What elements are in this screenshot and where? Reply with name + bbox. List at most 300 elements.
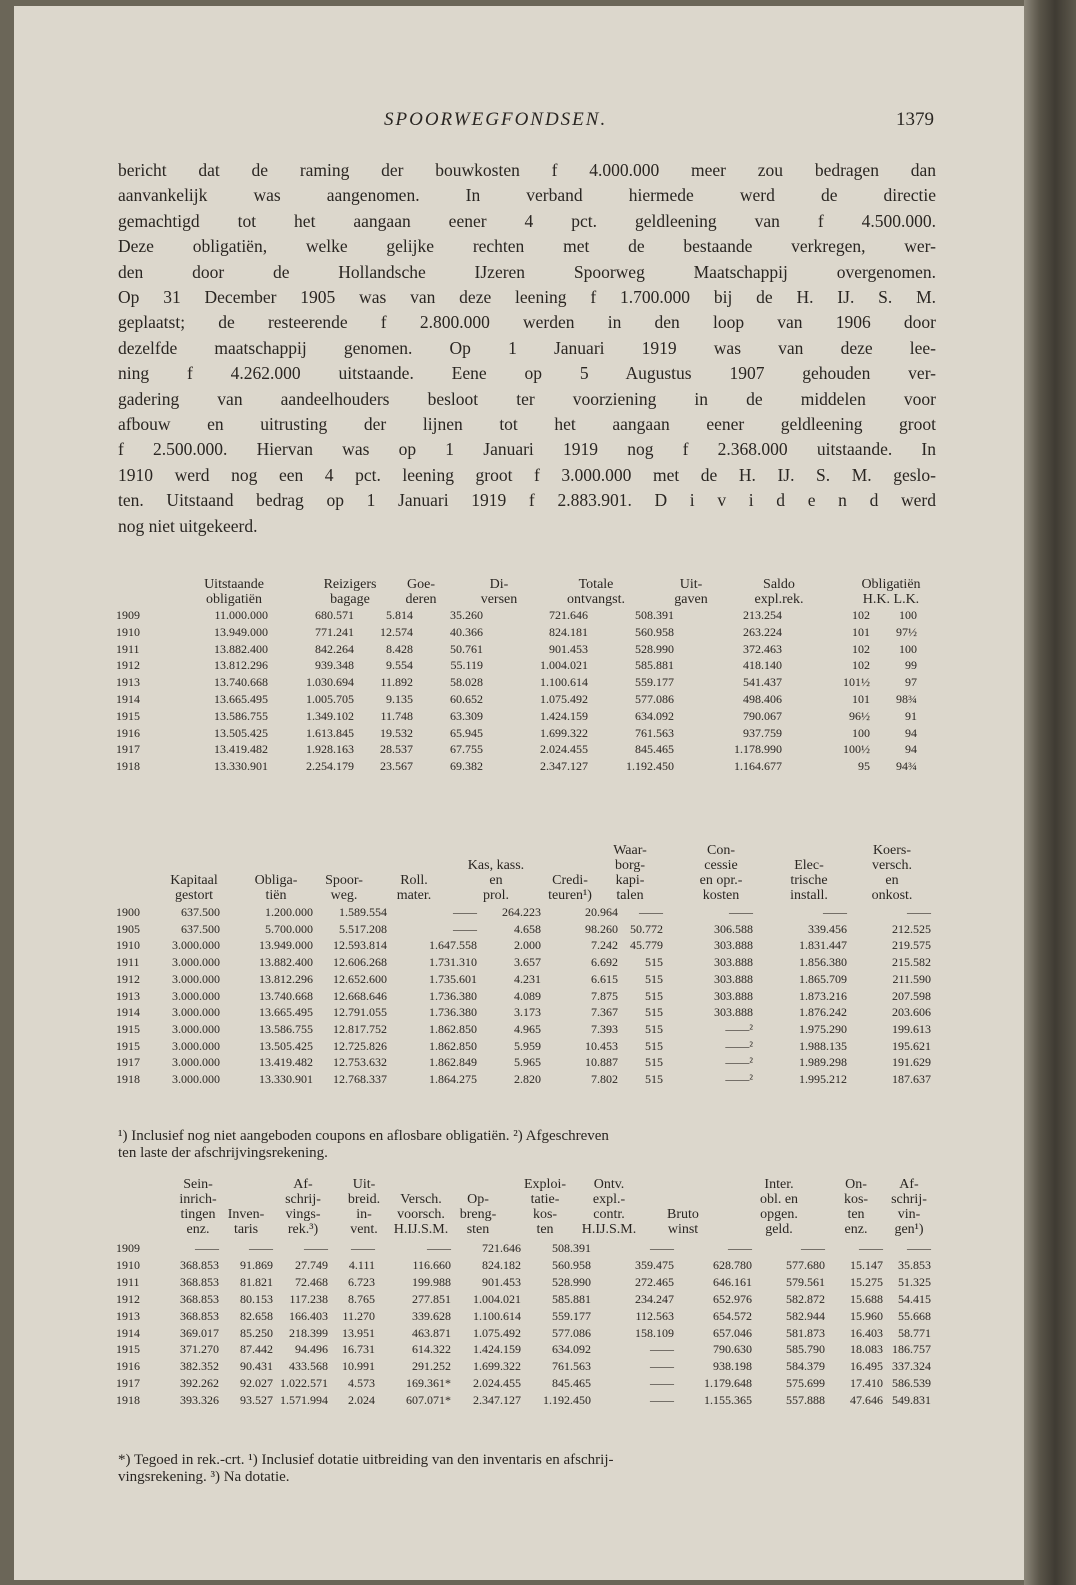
table-cell: 1.179.648 [704, 1376, 752, 1391]
table-cell: 557.888 [786, 1393, 825, 1408]
table-cell: 585.881 [552, 1291, 591, 1306]
table-cell: 3.000.000 [172, 1038, 220, 1053]
table-cell: 1.004.021 [540, 658, 588, 673]
table-cell: ——² [725, 1021, 753, 1036]
table-cell: 15.688 [850, 1291, 883, 1306]
table-cell: —— [650, 1376, 674, 1391]
table-cell: 96½ [849, 708, 870, 723]
table-cell: 55.668 [898, 1308, 931, 1323]
table-cell: 2.254.179 [306, 759, 354, 774]
body-line: geplaatst; de resteerende f 2.800.000 werden in den loop van 1906 door [118, 312, 936, 333]
table-cell: 3.000.000 [172, 971, 220, 986]
table-cell: 368.853 [180, 1257, 219, 1272]
column-header: Exploi- tatie- kos- ten [524, 1177, 566, 1237]
table-cell: 67.755 [450, 742, 483, 757]
table-cell: 369.017 [180, 1325, 219, 1340]
table-cell: 1.178.990 [734, 742, 782, 757]
table-cell: 9.135 [386, 692, 413, 706]
body-line: Deze obligatiën, welke gelijke rechten met de bestaande verkregen, wer- [118, 236, 936, 257]
table-cell: 5.959 [514, 1038, 541, 1053]
table-cell: 11.748 [380, 708, 413, 723]
table-cell: 5.814 [386, 608, 413, 622]
table-cell: 13.949.000 [259, 938, 313, 953]
row-year: 1914 [116, 692, 140, 706]
table-cell: 1.589.554 [339, 905, 387, 919]
table-cell: 2.347.127 [540, 759, 588, 774]
table-cell: 1.647.558 [429, 938, 477, 953]
body-line: f 2.500.000. Hiervan was op 1 Januari 1919 nog f 2.368.000 uitstaande. In [118, 439, 936, 460]
table-cell: 101 [852, 624, 870, 639]
row-year: 1910 [116, 1257, 140, 1272]
table-cell: 646.161 [713, 1274, 752, 1289]
table-cell: 13.949.000 [214, 624, 268, 639]
table-cell: —— [728, 1241, 752, 1255]
table-cell: 95 [858, 759, 870, 774]
table-cell: 116.660 [412, 1257, 451, 1272]
table-cell: 169.361* [406, 1376, 451, 1391]
page-header [114, 109, 934, 139]
table-cell: 12.668.646 [333, 988, 387, 1003]
table-cell: 901.453 [482, 1274, 521, 1289]
table-cell: 272.465 [635, 1274, 674, 1289]
table-cell: 91 [905, 708, 917, 723]
column-header: Waar- borg- kapi- talen [613, 843, 647, 903]
table-cell: 463.871 [412, 1325, 451, 1340]
table-cell: ——² [725, 1055, 753, 1070]
table-cell: 303.888 [714, 971, 753, 986]
body-line: aanvankelijk was aangenomen. In verband hiermede werd de directie [118, 185, 936, 206]
table-cell: 16.731 [342, 1342, 375, 1357]
column-header: Ontv. expl.- contr. H.IJ.S.M. [581, 1177, 637, 1237]
table-cell: 199.613 [892, 1021, 931, 1036]
table-cell: 1.192.450 [543, 1393, 591, 1408]
table-cell: 10.887 [585, 1055, 618, 1070]
table-cell: 58.028 [450, 675, 483, 690]
table-cell: 541.437 [743, 675, 782, 690]
table-cell: 17.410 [850, 1376, 883, 1391]
table-cell: —— [427, 1241, 451, 1255]
table-cell: 680.571 [315, 608, 354, 622]
table-cell: 6.692 [591, 955, 618, 970]
table-cell: 3.000.000 [172, 1055, 220, 1070]
body-line: afbouw en uitrusting der lijnen tot het aangaan eener geldleening groot [118, 414, 936, 435]
table-cell: 15.275 [850, 1274, 883, 1289]
table-cell: 559.177 [552, 1308, 591, 1323]
table-cell: 1.613.845 [306, 725, 354, 740]
table-cell: 1.975.290 [799, 1021, 847, 1036]
row-year: 1915 [116, 1021, 140, 1036]
column-header: Op- breng- sten [459, 1192, 497, 1237]
table-cell: 234.247 [635, 1291, 674, 1306]
table-cell: 614.322 [412, 1342, 451, 1357]
column-header: Obliga- tiën [254, 873, 298, 903]
table-cell: 50.772 [630, 921, 663, 936]
table-cell: 58.771 [898, 1325, 931, 1340]
table-cell: 371.270 [180, 1342, 219, 1357]
footnote-table2-line1: ¹) Inclusief nog niet aangeboden coupons en aflosbare obligatiën. ²) Afgeschreven [118, 1128, 609, 1144]
table-cell: 277.851 [412, 1291, 451, 1306]
body-paragraph [118, 158, 936, 539]
table-cell: 577.086 [635, 692, 674, 706]
column-header: Elec- trische install. [790, 858, 828, 903]
table-cell: 166.403 [289, 1308, 328, 1323]
column-header: Totale ontvangst. [567, 577, 625, 607]
column-header: Bruto winst [667, 1207, 699, 1237]
table-cell: 303.888 [714, 938, 753, 953]
table-cell: —— [729, 905, 753, 919]
table-cell: 368.853 [180, 1308, 219, 1323]
table-cell: 842.264 [315, 641, 354, 656]
table-cell: 97 [905, 675, 917, 690]
table-cell: 1.699.322 [540, 725, 588, 740]
table-cell: 12.652.600 [333, 971, 387, 986]
table-cell: 637.500 [181, 921, 220, 936]
table-cell: 100½ [843, 742, 870, 757]
column-header: Uit- gaven [674, 577, 708, 607]
table-cell: 5.517.208 [339, 921, 387, 936]
table-cell: 1.862.850 [429, 1038, 477, 1053]
table-cell: 654.572 [713, 1308, 752, 1323]
table-cell: 721.646 [482, 1241, 521, 1255]
row-year: 1915 [116, 708, 140, 723]
row-year: 1910 [116, 624, 140, 639]
row-year: 1914 [116, 1005, 140, 1020]
table-cell: 392.262 [180, 1376, 219, 1391]
table-cell: 8.765 [348, 1291, 375, 1306]
column-header: Spoor- weg. [325, 873, 363, 903]
table-cell: 1.736.380 [429, 1005, 477, 1020]
table-cell: —— [801, 1241, 825, 1255]
table-cell: 584.379 [786, 1359, 825, 1374]
body-line: ning f 4.262.000 uitstaande. Eene op 5 Augustus 1907 gehouden ver- [118, 363, 936, 384]
table-cell: 16.403 [850, 1325, 883, 1340]
table-cell: 586.539 [892, 1376, 931, 1391]
row-year: 1913 [116, 988, 140, 1003]
table-cell: 94 [905, 742, 917, 757]
table-cell: 60.652 [450, 692, 483, 706]
table-cell: 577.086 [552, 1325, 591, 1340]
table-cell: 433.568 [289, 1359, 328, 1374]
row-year: 1917 [116, 742, 140, 757]
column-header: Reizigers bagage [323, 577, 377, 607]
column-header: Di- versen [480, 577, 518, 607]
table-cell: 13.419.482 [259, 1055, 313, 1070]
table-cell: 1.022.571 [280, 1376, 328, 1391]
table-cell: —— [650, 1342, 674, 1357]
table-cell: 11.892 [380, 675, 413, 690]
table-cell: 2.000 [514, 938, 541, 953]
table-cell: 191.629 [892, 1055, 931, 1070]
table-cell: 5.700.000 [265, 921, 313, 936]
table-cell: 1.856.380 [799, 955, 847, 970]
table-cell: 901.453 [549, 641, 588, 656]
row-year: 1913 [116, 675, 140, 690]
table-cell: 219.575 [892, 938, 931, 953]
table-cell: 13.665.495 [259, 1005, 313, 1020]
table-cell: 8.428 [386, 641, 413, 656]
table-cell: 4.089 [514, 988, 541, 1003]
table-cell: 13.665.495 [214, 692, 268, 706]
table-cell: 393.326 [180, 1393, 219, 1408]
table-cell: 13.330.901 [259, 1072, 313, 1086]
table-cell: 1.100.614 [473, 1308, 521, 1323]
table-cell: 82.658 [240, 1308, 273, 1323]
table-cell: 94¾ [896, 759, 917, 774]
table-cell: 15.960 [850, 1308, 883, 1323]
table-cell: 515 [645, 1038, 663, 1053]
footnote-table3-line2: vingsrekening. ³) Na dotatie. [118, 1469, 290, 1485]
table-cell: 4.231 [514, 971, 541, 986]
table-cell: 3.000.000 [172, 938, 220, 953]
table-cell: 845.465 [552, 1376, 591, 1391]
table-cell: 94 [905, 725, 917, 740]
table-cell: —— [304, 1241, 328, 1255]
table-cell: —— [195, 1241, 219, 1255]
table-cell: 23.567 [380, 759, 413, 774]
table-cell: 1.862.849 [429, 1055, 477, 1070]
footnote-table3-line1: *) Tegoed in rek.-crt. ¹) Inclusief dotatie uitbreiding van den inventaris en afschrij- [118, 1452, 614, 1468]
table-cell: ——² [725, 1038, 753, 1053]
table-cell: 721.646 [549, 608, 588, 622]
table-cell: 1.699.322 [473, 1359, 521, 1374]
table-cell: 51.325 [898, 1274, 931, 1289]
table-cell: 55.119 [450, 658, 483, 673]
table-cell: 1.864.275 [429, 1072, 477, 1086]
table-cell: 1.988.135 [799, 1038, 847, 1053]
table-cell: 13.812.296 [259, 971, 313, 986]
row-year: 1905 [116, 921, 140, 936]
row-year: 1909 [116, 1241, 140, 1255]
table-cell: 263.224 [743, 624, 782, 639]
table-cell: 203.606 [892, 1005, 931, 1020]
column-header: Con- cessie en opr.- kosten [699, 843, 743, 903]
table-cell: 72.468 [295, 1274, 328, 1289]
body-line: gemachtigd tot het aangaan eener 4 pct. geldleening van f 4.500.000. [118, 210, 936, 231]
table-cell: 1.424.159 [473, 1342, 521, 1357]
table-cell: 2.347.127 [473, 1393, 521, 1408]
table-cell: 195.621 [892, 1038, 931, 1053]
table-cell: 4.111 [348, 1257, 375, 1272]
table-cell: 102 [852, 658, 870, 673]
table-cell: 187.637 [892, 1072, 931, 1086]
table-cell: 515 [645, 988, 663, 1003]
table-cell: 7.367 [591, 1005, 618, 1020]
table-cell: 771.241 [315, 624, 354, 639]
table-cell: 85.250 [240, 1325, 273, 1340]
table-cell: 372.463 [743, 641, 782, 656]
table-cell: 12.606.268 [333, 955, 387, 970]
table-cell: 97½ [896, 624, 917, 639]
table-cell: 498.406 [743, 692, 782, 706]
table-cell: 1.192.450 [626, 759, 674, 774]
column-header: On- kos- ten enz. [843, 1177, 869, 1237]
table-cell: 101½ [843, 675, 870, 690]
table-cell: 35.260 [450, 608, 483, 622]
table-cell: 28.537 [380, 742, 413, 757]
table-cell: 47.646 [850, 1393, 883, 1408]
table-cell: 560.958 [635, 624, 674, 639]
table-cell: 13.419.482 [214, 742, 268, 757]
table-cell: 3.173 [514, 1005, 541, 1020]
table-cell: 508.391 [552, 1241, 591, 1255]
body-line: 1910 werd nog een 4 pct. leening groot f 3.000.000 met de H. IJ. S. M. geslo- [118, 464, 936, 485]
row-year: 1911 [116, 641, 140, 656]
body-line: Op 31 December 1905 was van deze leening f 1.700.000 bij de H. IJ. S. M. [118, 287, 936, 308]
table-cell: 3.000.000 [172, 1021, 220, 1036]
table-cell: 35.853 [898, 1257, 931, 1272]
body-line: gadering van aandeelhouders besloot ter voorziening in de middelen voor [118, 388, 936, 409]
table-cell: 585.790 [786, 1342, 825, 1357]
table-cell: 212.525 [892, 921, 931, 936]
column-header: Sein- inrich- tingen enz. [179, 1177, 217, 1237]
table-cell: 508.391 [635, 608, 674, 622]
table-cell: 213.254 [743, 608, 782, 622]
row-year: 1909 [116, 608, 140, 622]
table-cell: 824.182 [482, 1257, 521, 1272]
table-cell: 2.820 [514, 1072, 541, 1086]
table-cell: —— [650, 1393, 674, 1408]
table-cell: 3.657 [514, 955, 541, 970]
column-header: Roll. mater. [396, 873, 432, 903]
table-cell: 515 [645, 1072, 663, 1086]
table-cell: 939.348 [315, 658, 354, 673]
table-cell: 1.735.601 [429, 971, 477, 986]
table-cell: 559.177 [635, 675, 674, 690]
table-cell: 339.456 [808, 921, 847, 936]
table-cell: 937.759 [743, 725, 782, 740]
table-cell: 634.092 [635, 708, 674, 723]
table-cell: 515 [645, 1021, 663, 1036]
table-cell: ——² [725, 1072, 753, 1086]
table-cell: 7.875 [591, 988, 618, 1003]
row-year: 1918 [116, 1072, 140, 1086]
column-header: Koers- versch. en onkost. [871, 843, 913, 903]
table-cell: 790.630 [713, 1342, 752, 1357]
table-cell: 938.198 [713, 1359, 752, 1374]
table-cell: 81.821 [240, 1274, 273, 1289]
table-cell: 761.563 [635, 725, 674, 740]
table-cell: 291.252 [412, 1359, 451, 1374]
table-cell: 13.505.425 [214, 725, 268, 740]
table-cell: 12.725.826 [333, 1038, 387, 1053]
table-cell: 528.990 [552, 1274, 591, 1289]
body-line: dezelfde maatschappij genomen. Op 1 Januari 1919 was van deze lee- [118, 337, 936, 358]
column-header: Saldo expl.rek. [754, 577, 804, 607]
table-cell: 102 [852, 608, 870, 622]
table-cell: 264.223 [502, 905, 541, 919]
table-cell: 359.475 [635, 1257, 674, 1272]
column-header: Inven- taris [227, 1207, 265, 1237]
page-number: 1379 [896, 109, 934, 130]
table-cell: 94.496 [295, 1342, 328, 1357]
table-cell: 515 [645, 971, 663, 986]
table-cell: 16.495 [850, 1359, 883, 1374]
row-year: 1900 [116, 905, 140, 919]
table-cell: 1.989.298 [799, 1055, 847, 1070]
table-cell: 13.740.668 [259, 988, 313, 1003]
table-cell: 1.164.677 [734, 759, 782, 774]
column-header: Versch. voorsch. H.IJ.S.M. [393, 1192, 449, 1237]
table-cell: 1.424.159 [540, 708, 588, 723]
column-header: Af- schrij- vin- gen¹) [891, 1177, 927, 1237]
table-cell: 1.928.163 [306, 742, 354, 757]
table-cell: 54.415 [898, 1291, 931, 1306]
column-header: Uitstaande obligatiën [204, 577, 264, 607]
table-cell: 11.000.000 [214, 608, 268, 622]
column-header: Af- schrij- vings- rek.³) [285, 1177, 321, 1237]
running-title: SPOORWEGFONDSEN. [384, 109, 608, 130]
table-cell: 1.995.212 [799, 1072, 847, 1086]
row-year: 1910 [116, 938, 140, 953]
table-cell: 6.723 [348, 1274, 375, 1289]
table-cell: 10.453 [585, 1038, 618, 1053]
table-cell: 549.831 [892, 1393, 931, 1408]
row-year: 1911 [116, 1274, 140, 1289]
table-cell: 4.573 [348, 1376, 375, 1391]
table-cell: 102 [852, 641, 870, 656]
table-cell: 117.238 [289, 1291, 328, 1306]
column-header: Credi- teuren¹) [548, 873, 592, 903]
table-cell: 582.872 [786, 1291, 825, 1306]
table-cell: 303.888 [714, 955, 753, 970]
table-cell: —— [249, 1241, 273, 1255]
table-cell: 1.155.365 [704, 1393, 752, 1408]
table-cell: 761.563 [552, 1359, 591, 1374]
table-cell: 637.500 [181, 905, 220, 919]
table-cell: 45.779 [630, 938, 663, 953]
table-cell: 2.024 [348, 1393, 375, 1408]
table-cell: 90.431 [240, 1359, 273, 1374]
table-cell: 13.505.425 [259, 1038, 313, 1053]
table-cell: 80.153 [240, 1291, 273, 1306]
table-cell: 657.046 [713, 1325, 752, 1340]
table-cell: 13.812.296 [214, 658, 268, 673]
table-cell: 628.780 [713, 1257, 752, 1272]
table-cell: 98¾ [896, 692, 917, 706]
table-cell: 337.324 [892, 1359, 931, 1374]
row-year: 1918 [116, 1393, 140, 1408]
table-cell: 7.393 [591, 1021, 618, 1036]
column-header: Goe- deren [405, 577, 437, 607]
table-cell: 4.965 [514, 1021, 541, 1036]
table-cell: 100 [899, 641, 917, 656]
body-line: bericht dat de raming der bouwkosten f 4.000.000 meer zou bedragen dan [118, 160, 936, 180]
scanned-page [14, 6, 1024, 1580]
table-cell: 87.442 [240, 1342, 273, 1357]
column-header: Kapitaal gestort [170, 873, 218, 903]
body-line: den door de Hollandsche IJzeren Spoorweg Maatschappij overgenomen. [118, 261, 936, 282]
table-cell: 575.699 [786, 1376, 825, 1391]
table-cell: —— [453, 921, 477, 936]
table-cell: 303.888 [714, 988, 753, 1003]
table-cell: 1.865.709 [799, 971, 847, 986]
table-cell: 824.181 [549, 624, 588, 639]
table-cell: 1.075.492 [473, 1325, 521, 1340]
table-cell: 560.958 [552, 1257, 591, 1272]
table-cell: 19.532 [380, 725, 413, 740]
table-cell: 98.260 [585, 921, 618, 936]
table-cell: 13.882.400 [259, 955, 313, 970]
table-cell: 579.561 [786, 1274, 825, 1289]
table-cell: 1.075.492 [540, 692, 588, 706]
row-year: 1917 [116, 1376, 140, 1391]
table-cell: 18.083 [850, 1342, 883, 1357]
table-cell: 382.352 [180, 1359, 219, 1374]
table-cell: 3.000.000 [172, 988, 220, 1003]
body-line: ten. Uitstaand bedrag op 1 Januari 1919 f 2.883.901. D i v i d e n d werd [118, 490, 936, 511]
table-cell: 158.109 [635, 1325, 674, 1340]
table-cell: 1.731.310 [429, 955, 477, 970]
